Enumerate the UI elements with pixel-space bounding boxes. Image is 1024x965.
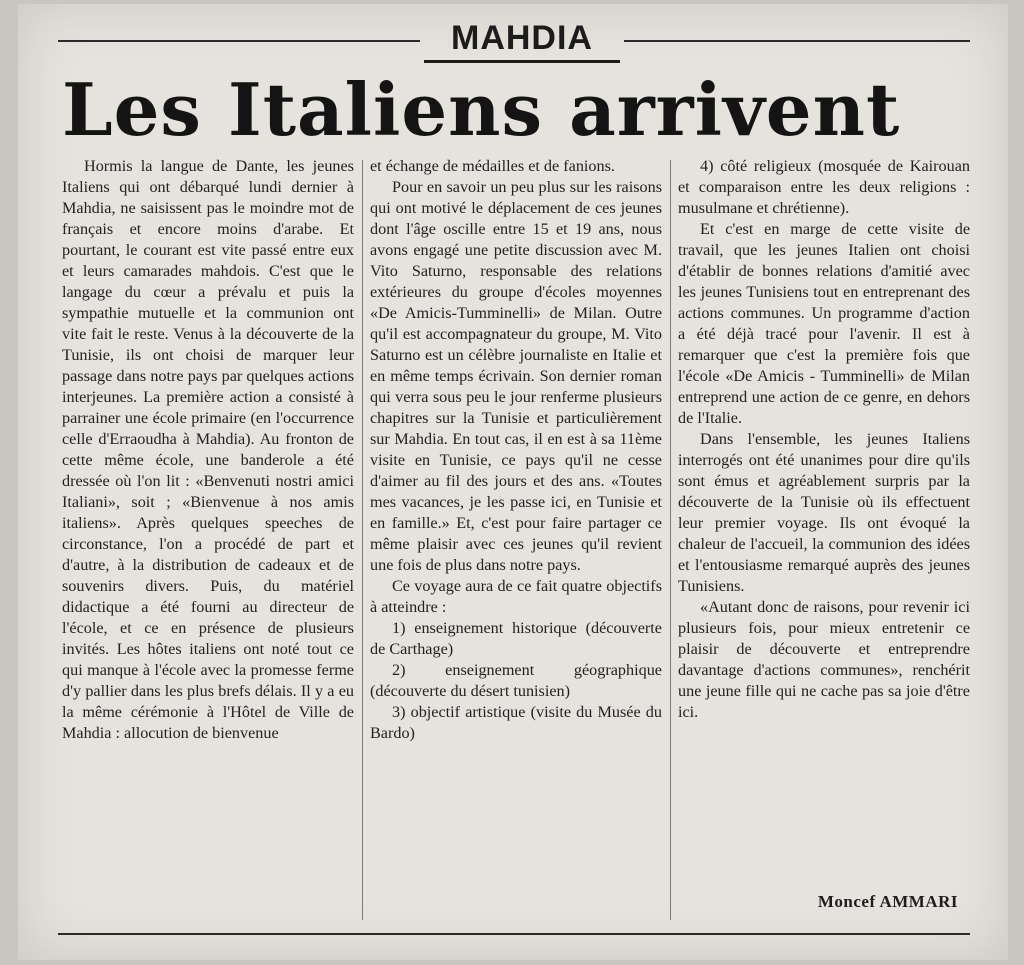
- paragraph: Et c'est en marge de cette visite de travail, que les jeunes Italien ont choisi d'établir de bonnes relations d'amitié avec les jeunes Tunisiens tout en entreprenant des actions communes. Un programme d'action a été déjà tracé pour l'avenir. Il est à remarquer que c'est la première fois que l'école «De Amicis - Tumminelli» de Milan entreprend une action de ce genre, en dehors de l'Italie.: [678, 220, 970, 427]
- article-column-3: [678, 156, 970, 916]
- paragraph: Pour en savoir un peu plus sur les raisons qui ont motivé le déplacement de ces jeunes dont l'âge oscille entre 15 et 19 ans, nous avons engagé une petite discussion avec M. Vito Saturno, responsable des relations extérieures du groupe d'écoles moyennes «De Amicis-Tumminelli» de Milan. Outre qu'il est accompagnateur du groupe, M. Vito Saturno est un célèbre journaliste en Italie et en même temps écrivain. Son dernier roman qui verra sous peu le jour renferme plusieurs chapitres sur la Tunisie et particulièrement sur Mahdia. En tout cas, il en est à sa 11ème visite en Tunisie, ce pays qu'il ne cesse d'aimer au fil des jours et des ans. «Toutes mes vacances, je les passe ici, en Tunisie et en famille.» Et, c'est pour faire partager ce même plaisir avec ces jeunes qu'il revient une fois de plus dans notre pays.: [370, 178, 662, 574]
- list-item: 4) côté religieux (mosquée de Kairouan et comparaison entre les deux religions : musulmane et chrétienne).: [678, 157, 970, 217]
- paragraph: Dans l'ensemble, les jeunes Italiens interrogés ont été unanimes pour dire qu'ils sont émus et agréablement surpris par la découverte de la Tunisie où ils effectuent leur premier voyage. Ils ont évoqué la chaleur de l'accueil, la communion des idées et l'entousiasme remarqué auprès des jeunes Tunisiens.: [678, 430, 970, 595]
- list-item: 2) enseignement géographique (découverte du désert tunisien): [370, 661, 662, 700]
- list-item: 3) objectif artistique (visite du Musée du Bardo): [370, 703, 662, 742]
- paragraph: et échange de médailles et de fanions.: [370, 157, 615, 175]
- top-rule-right: [624, 40, 970, 42]
- bottom-rule: [58, 933, 970, 935]
- author-byline: Moncef AMMARI: [817, 892, 958, 911]
- article-headline: Les Italiens arrivent: [62, 67, 901, 152]
- list-item: 1) enseignement historique (découverte de Carthage): [370, 619, 662, 658]
- article-column-2: [370, 156, 662, 916]
- paragraph: Ce voyage aura de ce fait quatre objectifs à atteindre :: [370, 577, 662, 616]
- paragraph: «Autant donc de raisons, pour revenir ici plusieurs fois, pour mieux entretenir ce plaisir de découverte et entreprendre davantage d'actions communes», renchérit une jeune fille qui ne cache pas sa joie d'être ici.: [678, 598, 970, 721]
- section-title: MAHDIA: [424, 18, 620, 63]
- top-rule-left: [58, 40, 420, 42]
- paragraph: Hormis la langue de Dante, les jeunes Italiens qui ont débarqué lundi dernier à Mahdia, ne saisissent pas le moindre mot de français et encore moins d'arabe. Et pourtant, le courant est vite passé entre eux et leurs camarades mahdois. C'est que le langage du cœur a prévalu et puis la sympathie mutuelle et la communion ont vite fait le reste. Venus à la découverte de la Tunisie, ils ont choisi de marquer leur passage dans notre pays par quelques actions interjeunes. La première action a consisté à parrainer une école primaire (en l'occurrence celle d'Erraoudha à Mahdia). Au fronton de cette même école, une banderole a été dressée où l'on lit : «Benvenuti nostri amici Italiani», soit ; «Bienvenue à nos amis italiens». Après quelques speeches de circonstance, l'on a procédé de part et d'autre, à la distribution de cadeaux et de souvenirs divers. Puis, du matériel didactique a été fourni au directeur de l'école, et ce en présence de plusieurs invités. Les hôtes italiens ont noté tout ce qui manque à l'école avec la promesse ferme d'y pallier dans les plus brefs délais. Il y a eu la même cérémonie à l'Hôtel de Ville de Mahdia : allocution de bienvenue: [62, 157, 354, 742]
- article-column-1: [62, 156, 354, 916]
- column-divider-1: [362, 160, 363, 920]
- column-divider-2: [670, 160, 671, 920]
